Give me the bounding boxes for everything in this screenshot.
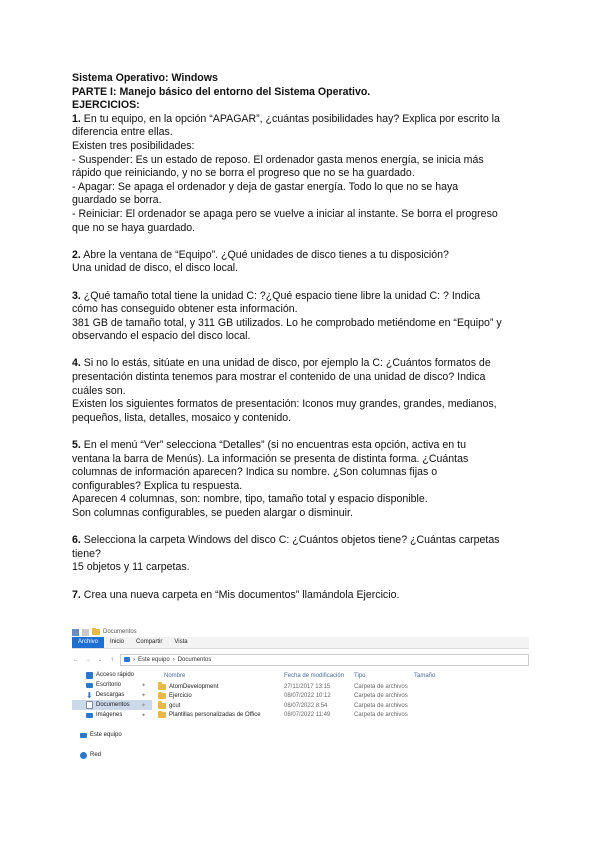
pin-icon: ✦ <box>140 702 146 709</box>
properties-icon[interactable] <box>82 629 89 636</box>
question-5: 5. En el menú “Ver” selecciona “Detalles” (si no encuentras esta opción, activa en tu ventana la barra de Menús). La información se presenta de distinta forma. ¿Cuántas columnas de información aparecen? Indica su nombre. ¿Son columnas fijas o configurables? Explica tu respuesta. <box>72 439 469 492</box>
answer-5: Aparecen 4 columnas, son: nombre, tipo, tamaño total y espacio disponible. Son columnas configurables, se pueden alargar o disminuir. <box>72 493 428 519</box>
question-4: 4. Si no lo estás, sitúate en una unidad de disco, por ejemplo la C: ¿Cuántos formatos de presentación distinta tenemos para mostrar el contenido de una unidad de disco? Indica cuáles son. <box>72 357 491 397</box>
file-row[interactable]: AtomDevelopment 27/11/2017 13:15 Carpeta de archivos <box>158 682 529 692</box>
computer-icon <box>80 733 87 738</box>
address-bar[interactable]: › Este equipo › Documentos <box>120 654 529 666</box>
file-list-header <box>158 670 529 682</box>
tab-vista[interactable]: Vista <box>174 639 188 645</box>
save-icon[interactable] <box>72 629 79 636</box>
doc-title: Sistema Operativo: Windows <box>72 72 218 84</box>
forward-arrow-icon[interactable]: → <box>85 656 91 663</box>
answer-6: 15 objetos y 11 carpetas. <box>72 561 190 574</box>
pin-icon: ✦ <box>140 692 146 699</box>
tab-archivo[interactable]: Archivo <box>72 637 104 648</box>
file-row[interactable]: Ejercicio 08/07/2022 10:12 Carpeta de archivos <box>158 692 529 702</box>
nav-item-este-equipo[interactable]: Este equipo <box>72 730 152 740</box>
question-3: 3. ¿Qué tamaño total tiene la unidad C: ?¿Qué espacio tiene libre la unidad C: ? Indica cómo has conseguido obtener esta información. <box>72 289 481 316</box>
question-7: 7. Crea una nueva carpeta en “Mis documentos” llamándola Ejercicio. <box>72 588 400 601</box>
tab-inicio[interactable]: Inicio <box>110 639 125 645</box>
back-arrow-icon[interactable]: ← <box>73 656 79 663</box>
breadcrumb-este-equipo[interactable]: Este equipo <box>138 656 170 663</box>
desktop-icon <box>86 683 93 688</box>
download-icon: ⬇ <box>86 690 93 700</box>
answer-1: Existen tres posibilidades: - Suspender: Es un estado de reposo. El ordenador gasta menos energía, se inicia más rápido que reiniciando, y no se borra el progreso que no se ha guardado. - Apagar: Se apaga el ordenador y deja de gastar energía. Todo lo que no se haya guardado se borra. - Reiniciar: El ordenador se apaga pero se vuelve a iniciar al instante. Se borra el progreso que no se haya guardado. <box>72 139 498 234</box>
question-2: 2. Abre la ventana de “Equipo”. ¿Qué unidades de disco tienes a tu disposición? <box>72 248 449 261</box>
folder-icon <box>158 712 166 718</box>
column-nombre[interactable]: Nombre <box>164 673 186 679</box>
folder-icon <box>158 693 166 699</box>
nav-item-acceso-rapido[interactable]: Acceso rápido <box>72 670 152 680</box>
folder-icon <box>92 629 100 635</box>
up-arrow-icon[interactable]: ↑ <box>110 656 114 663</box>
doc-exercises-heading: EJERCICIOS: <box>72 99 140 112</box>
file-row[interactable]: gcut 08/07/2022 8:54 Carpeta de archivos <box>158 701 529 711</box>
answer-2: Una unidad de disco, el disco local. <box>72 262 239 275</box>
network-icon <box>80 752 87 759</box>
pin-icon: ✦ <box>140 682 146 689</box>
documents-icon <box>86 701 93 709</box>
nav-item-red[interactable]: Red <box>72 750 152 760</box>
nav-item-documentos[interactable]: Documentos ✦ <box>72 700 152 710</box>
file-explorer-screenshot <box>72 627 529 777</box>
breadcrumb-documentos[interactable]: Documentos <box>177 656 212 663</box>
pictures-icon <box>86 713 93 718</box>
explorer-content <box>72 670 529 760</box>
pin-icon: ✦ <box>140 712 146 719</box>
answer-4: Existen los siguientes formatos de presentación: Iconos muy grandes, grandes, medianos, pequeños, lista, detalles, mosaico y contenido. <box>72 398 497 424</box>
column-fecha[interactable]: Fecha de modificación <box>284 673 345 679</box>
folder-icon <box>158 703 166 709</box>
address-bar-row <box>72 653 529 666</box>
ribbon-tabs <box>72 637 529 649</box>
column-tipo[interactable]: Tipo <box>354 673 366 679</box>
file-list <box>152 670 529 760</box>
chevron-down-icon[interactable]: ⌄ <box>97 657 103 663</box>
tab-compartir[interactable]: Compartir <box>136 639 163 645</box>
nav-item-imagenes[interactable]: Imágenes ✦ <box>72 710 152 720</box>
folder-icon <box>158 684 166 690</box>
nav-item-descargas[interactable]: ⬇ Descargas ✦ <box>86 690 146 700</box>
navigation-pane <box>72 670 152 760</box>
answer-3: 381 GB de tamaño total, y 311 GB utilizados. Lo he comprobado metiéndome en “Equipo” y observando el espacio del disco local. <box>72 316 502 343</box>
doc-part-title: PARTE I: Manejo básico del entorno del Sistema Operativo. <box>72 85 371 98</box>
question-6: 6. Selecciona la carpeta Windows del disco C: ¿Cuántos objetos tiene? ¿Cuántas carpetas tiene? <box>72 534 500 560</box>
column-tamano[interactable]: Tamaño <box>414 673 436 679</box>
computer-icon <box>124 657 130 662</box>
question-1: 1. En tu equipo, en la opción “APAGAR”, ¿cuántas posibilidades hay? Explica por escrito la diferencia entre ellas. <box>72 112 500 139</box>
document-body <box>72 72 530 602</box>
file-row[interactable]: Plantillas personalizadas de Office 08/07/2022 11:49 Carpeta de archivos <box>158 711 529 721</box>
explorer-titlebar <box>72 627 529 637</box>
star-icon <box>86 672 93 679</box>
window-title: Documentos <box>103 629 137 635</box>
nav-item-escritorio[interactable]: Escritorio ✦ <box>72 680 152 690</box>
